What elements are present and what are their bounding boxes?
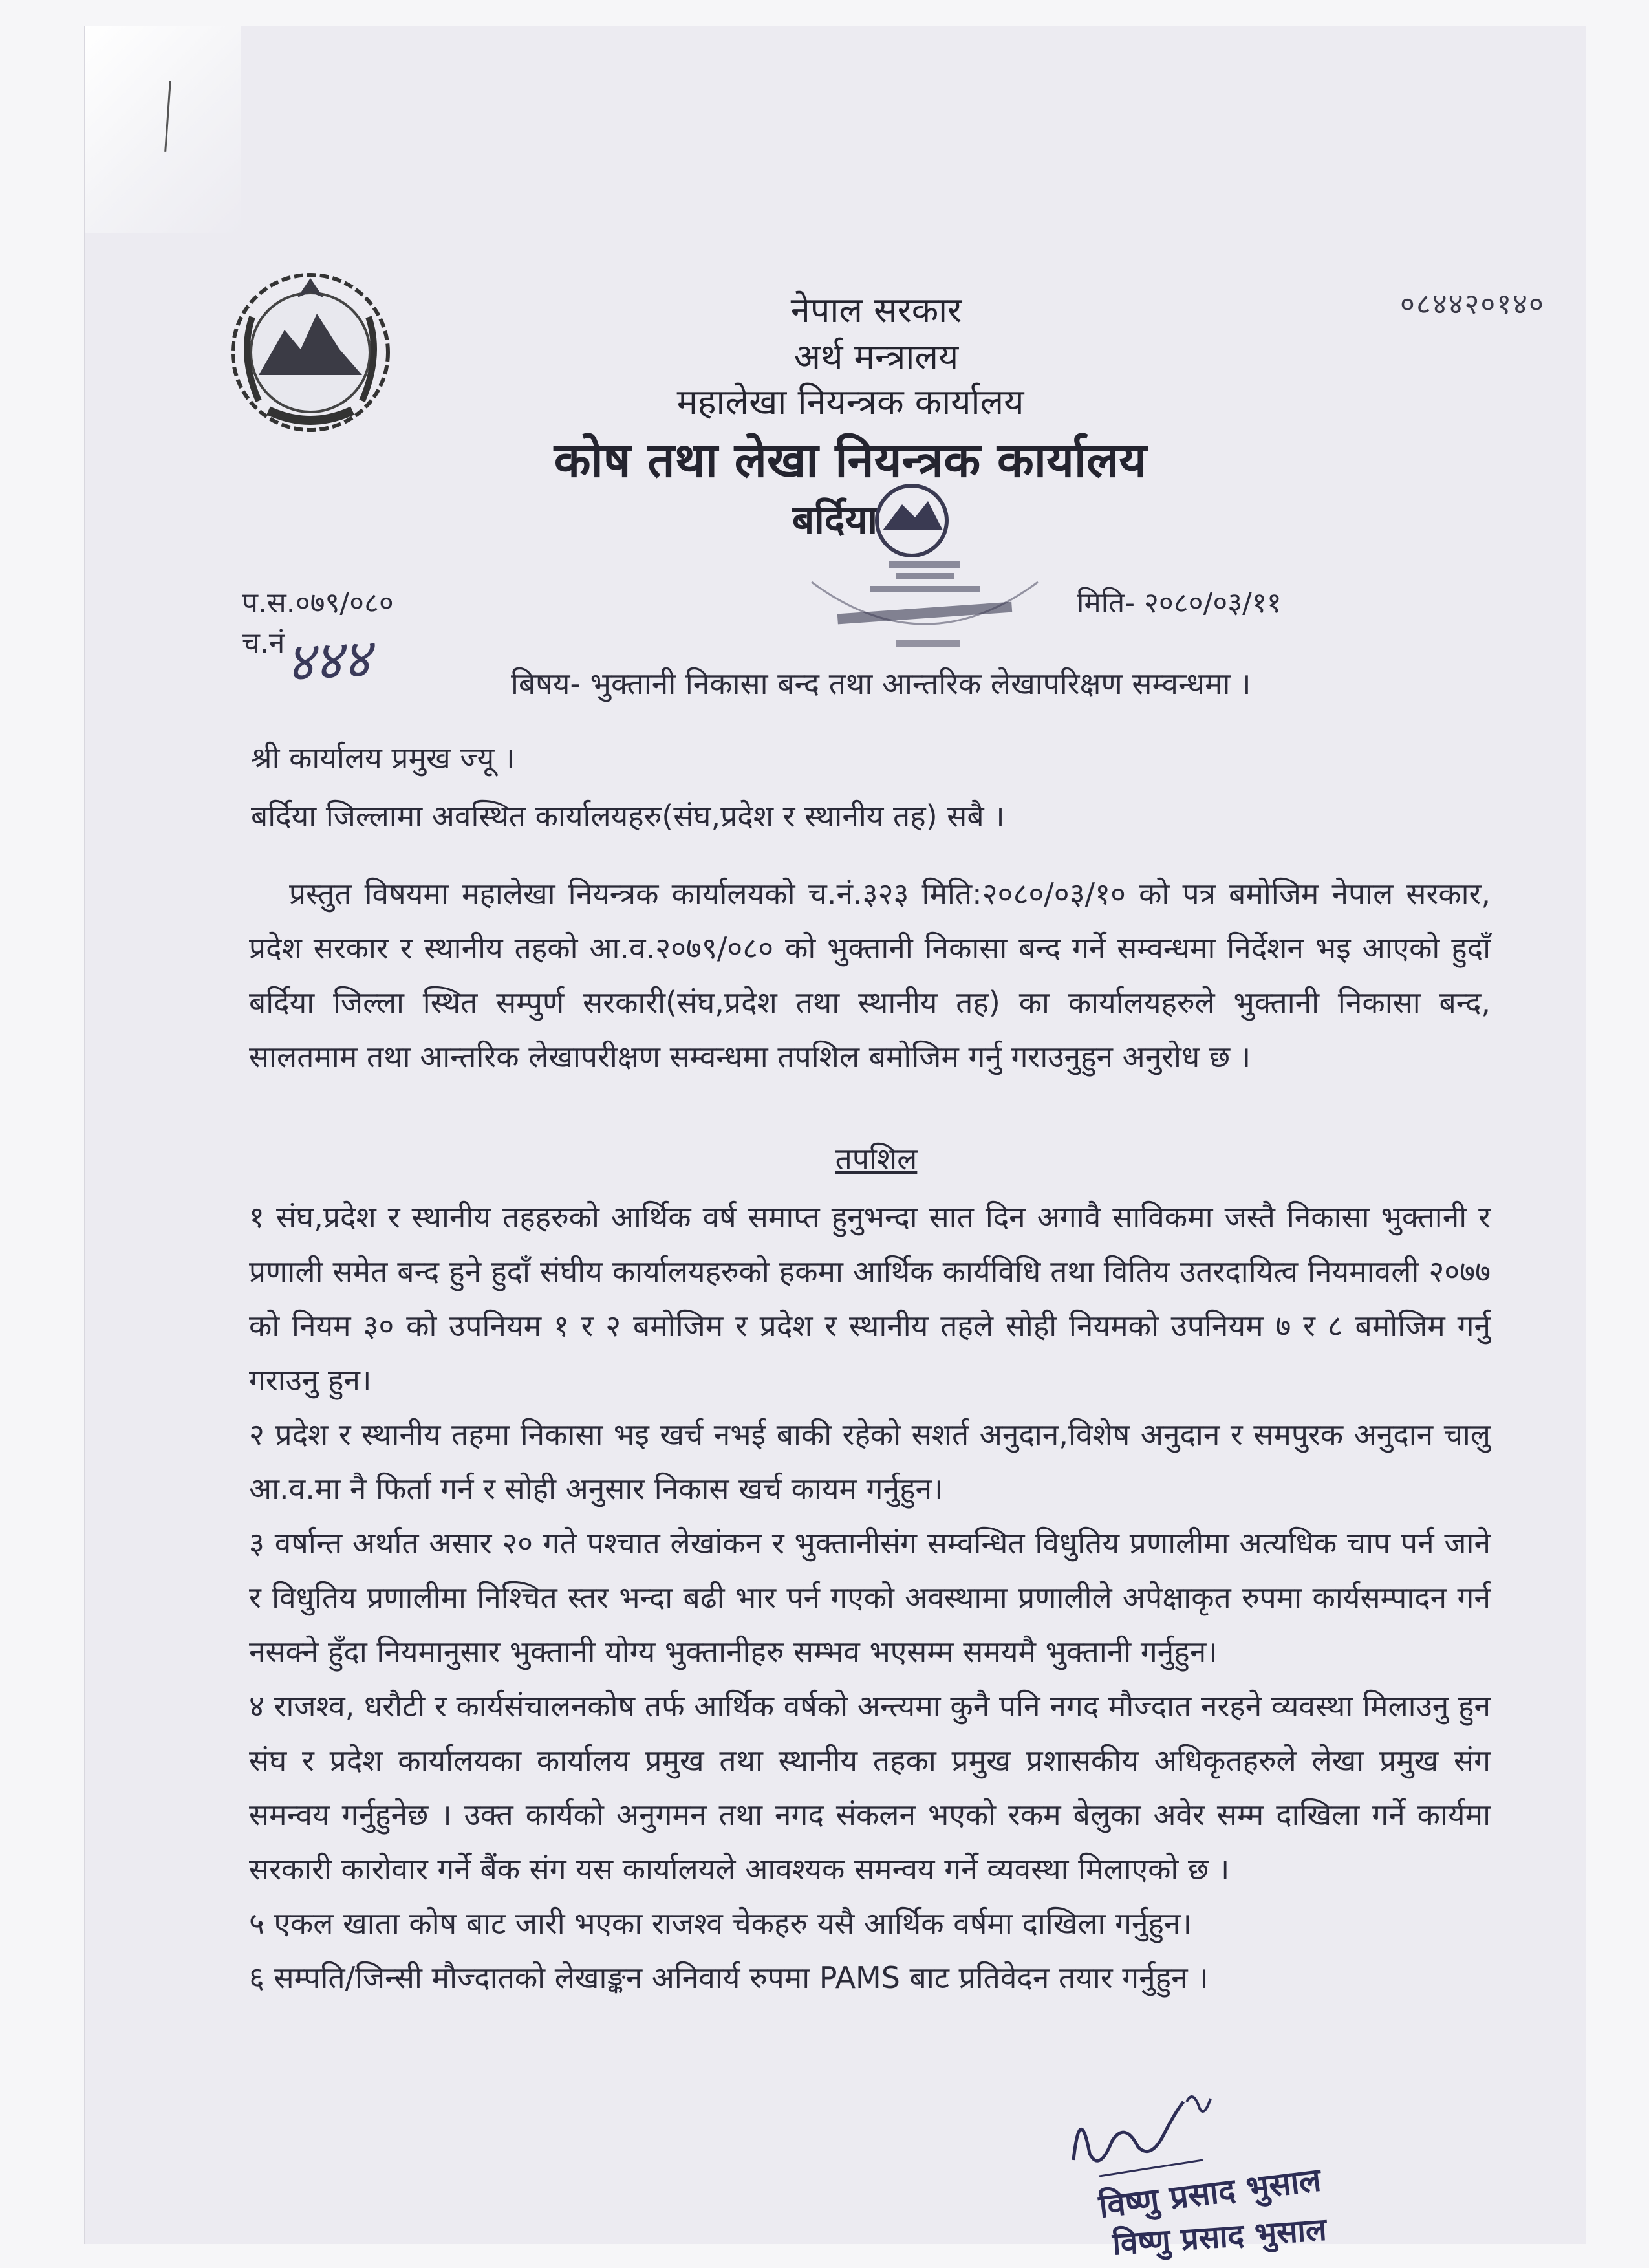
fiscal-year: प.स.०७९/०८० (242, 587, 394, 620)
letter-date: मिति- २०८०/०३/११ (1077, 587, 1282, 620)
details-list (249, 1190, 1491, 2005)
folded-corner (85, 26, 241, 233)
stamp-logo-icon (867, 482, 957, 559)
govt-line: नेपाल सरकार (790, 290, 962, 330)
office-title: कोष तथा लेखा नियन्त्रक कार्यालय (554, 433, 1147, 488)
addressee-offices: बर्दिया जिल्लामा अवस्थित कार्यालयहरु(संघ,प्रदेश र स्थानीय तह) सबै । (251, 799, 1005, 834)
addressee-line: श्री कार्यालय प्रमुख ज्यू । (251, 740, 515, 775)
list-item: २ प्रदेश र स्थानीय तहमा निकासा भइ खर्च नभई बाकी रहेको सशर्त अनुदान,विशेष अनुदान र समपुरक अनुदान चालु आ.व.मा नै फिर्ता गर्न र सोही अनुसार निकास खर्च कायम गर्नुहुन। (249, 1417, 1491, 1506)
dispatch-label: च.नं (242, 627, 285, 660)
list-item: ६ सम्पति/जिन्सी मौज्दातको लेखाङ्कन अनिवार्य रुपमा PAMS बाट प्रतिवेदन तयार गर्नुहुन । (249, 1960, 1209, 1995)
dispatch-number: ४४४ (284, 626, 372, 695)
list-item: ३ वर्षान्त अर्थात असार २० गते पश्चात लेखांकन र भुक्तानीसंग सम्वन्धित विधुतिय प्रणालीमा अत्यधिक चाप पर्न जाने र विधुतिय प्रणालीमा निश्चित स्तर भन्दा बढी भार पर्न गएको अवस्थामा प्रणालीले अपेक्षाकृत रुपमा कार्यसम्पादन गर्न नसक्ने हुँदा नियमानुसार भुक्तानी योग्य भुक्तानीहरु सम्भव भएसम्म समयमै भुक्तानी गर्नुहुन। (249, 1526, 1491, 1669)
body-paragraph: प्रस्तुत विषयमा महालेखा नियन्त्रक कार्यालयको च.नं.३२३ मिति:२०८०/०३/१० को पत्र बमोजिम नेपाल सरकार, प्रदेश सरकार र स्थानीय तहको आ.व.२०७९/०८० को भुक्तानी निकासा बन्द गर्ने सम्वन्धमा निर्देशन भइ आएको हुदाँ बर्दिया जिल्ला स्थित सम्पुर्ण सरकारी(संघ,प्रदेश तथा स्थानीय तह) का कार्यालयहरुले भुक्तानी निकासा बन्द, सालतमाम तथा आन्तरिक लेखापरीक्षण सम्वन्धमा तपशिल बमोजिम गर्नु गराउनुहुन अनुरोध छ । (249, 876, 1491, 1074)
serial-number: ०८४४२०१४० (1400, 288, 1545, 321)
list-item: १ संघ,प्रदेश र स्थानीय तहहरुको आर्थिक वर्ष समाप्त हुनुभन्दा सात दिन अगावै साविकमा जस्तै निकासा भुक्तानी र प्रणाली समेत बन्द हुने हुदाँ संघीय कार्यालयहरुको हकमा आर्थिक कार्यविधि तथा वितिय उतरदायित्व नियमावली २०७७ को नियम ३० को उपनियम १ र २ बमोजिम र प्रदेश र स्थानीय तहले सोही नियमको उपनियम ७ र ८ बमोजिम गर्नु गराउनु हुन। (249, 1200, 1491, 1398)
details-heading-text: तपशिल (835, 1141, 918, 1176)
signatory-name: विष्णु प्रसाद भुसाल (1096, 2161, 1323, 2225)
ministry-line: अर्थ मन्त्रालय (793, 336, 959, 377)
details-heading (0, 1138, 1649, 1178)
fcgo-line: महालेखा नियन्त्रक कार्यालय (676, 382, 1024, 422)
district-name: बर्दिया (792, 497, 878, 543)
office-stamp-icon (799, 556, 1051, 673)
signatory-stamp-name: विष्णु प्रसाद भुसाल (1111, 2211, 1328, 2263)
list-item: ४ राजश्व, धरौटी र कार्यसंचालनकोष तर्फ आर्थिक वर्षको अन्त्यमा कुनै पनि नगद मौज्दात नरहने व्यवस्था मिलाउनु हुन संघ र प्रदेश कार्यालयका कार्यालय प्रमुख तथा स्थानीय तहका प्रमुख प्रशासकीय अधिकृतहरुले लेखा प्रमुख संग समन्वय गर्नुहुनेछ । उक्त कार्यको अनुगमन तथा नगद संकलन भएको रकम बेलुका अवेर सम्म दाखिला गर्ने कार्यमा सरकारी कारोवार गर्ने बैंक संग यस कार्यालयले आवश्यक समन्वय गर्ने व्यवस्था मिलाएको छ । (249, 1689, 1491, 1886)
letter-subject: बिषय- भुक्तानी निकासा बन्द तथा आन्तरिक लेखापरिक्षण सम्वन्धमा । (511, 666, 1251, 701)
list-item: ५ एकल खाता कोष बाट जारी भएका राजश्व चेकहरु यसै आर्थिक वर्षमा दाखिला गर्नुहुन। (249, 1906, 1192, 1941)
